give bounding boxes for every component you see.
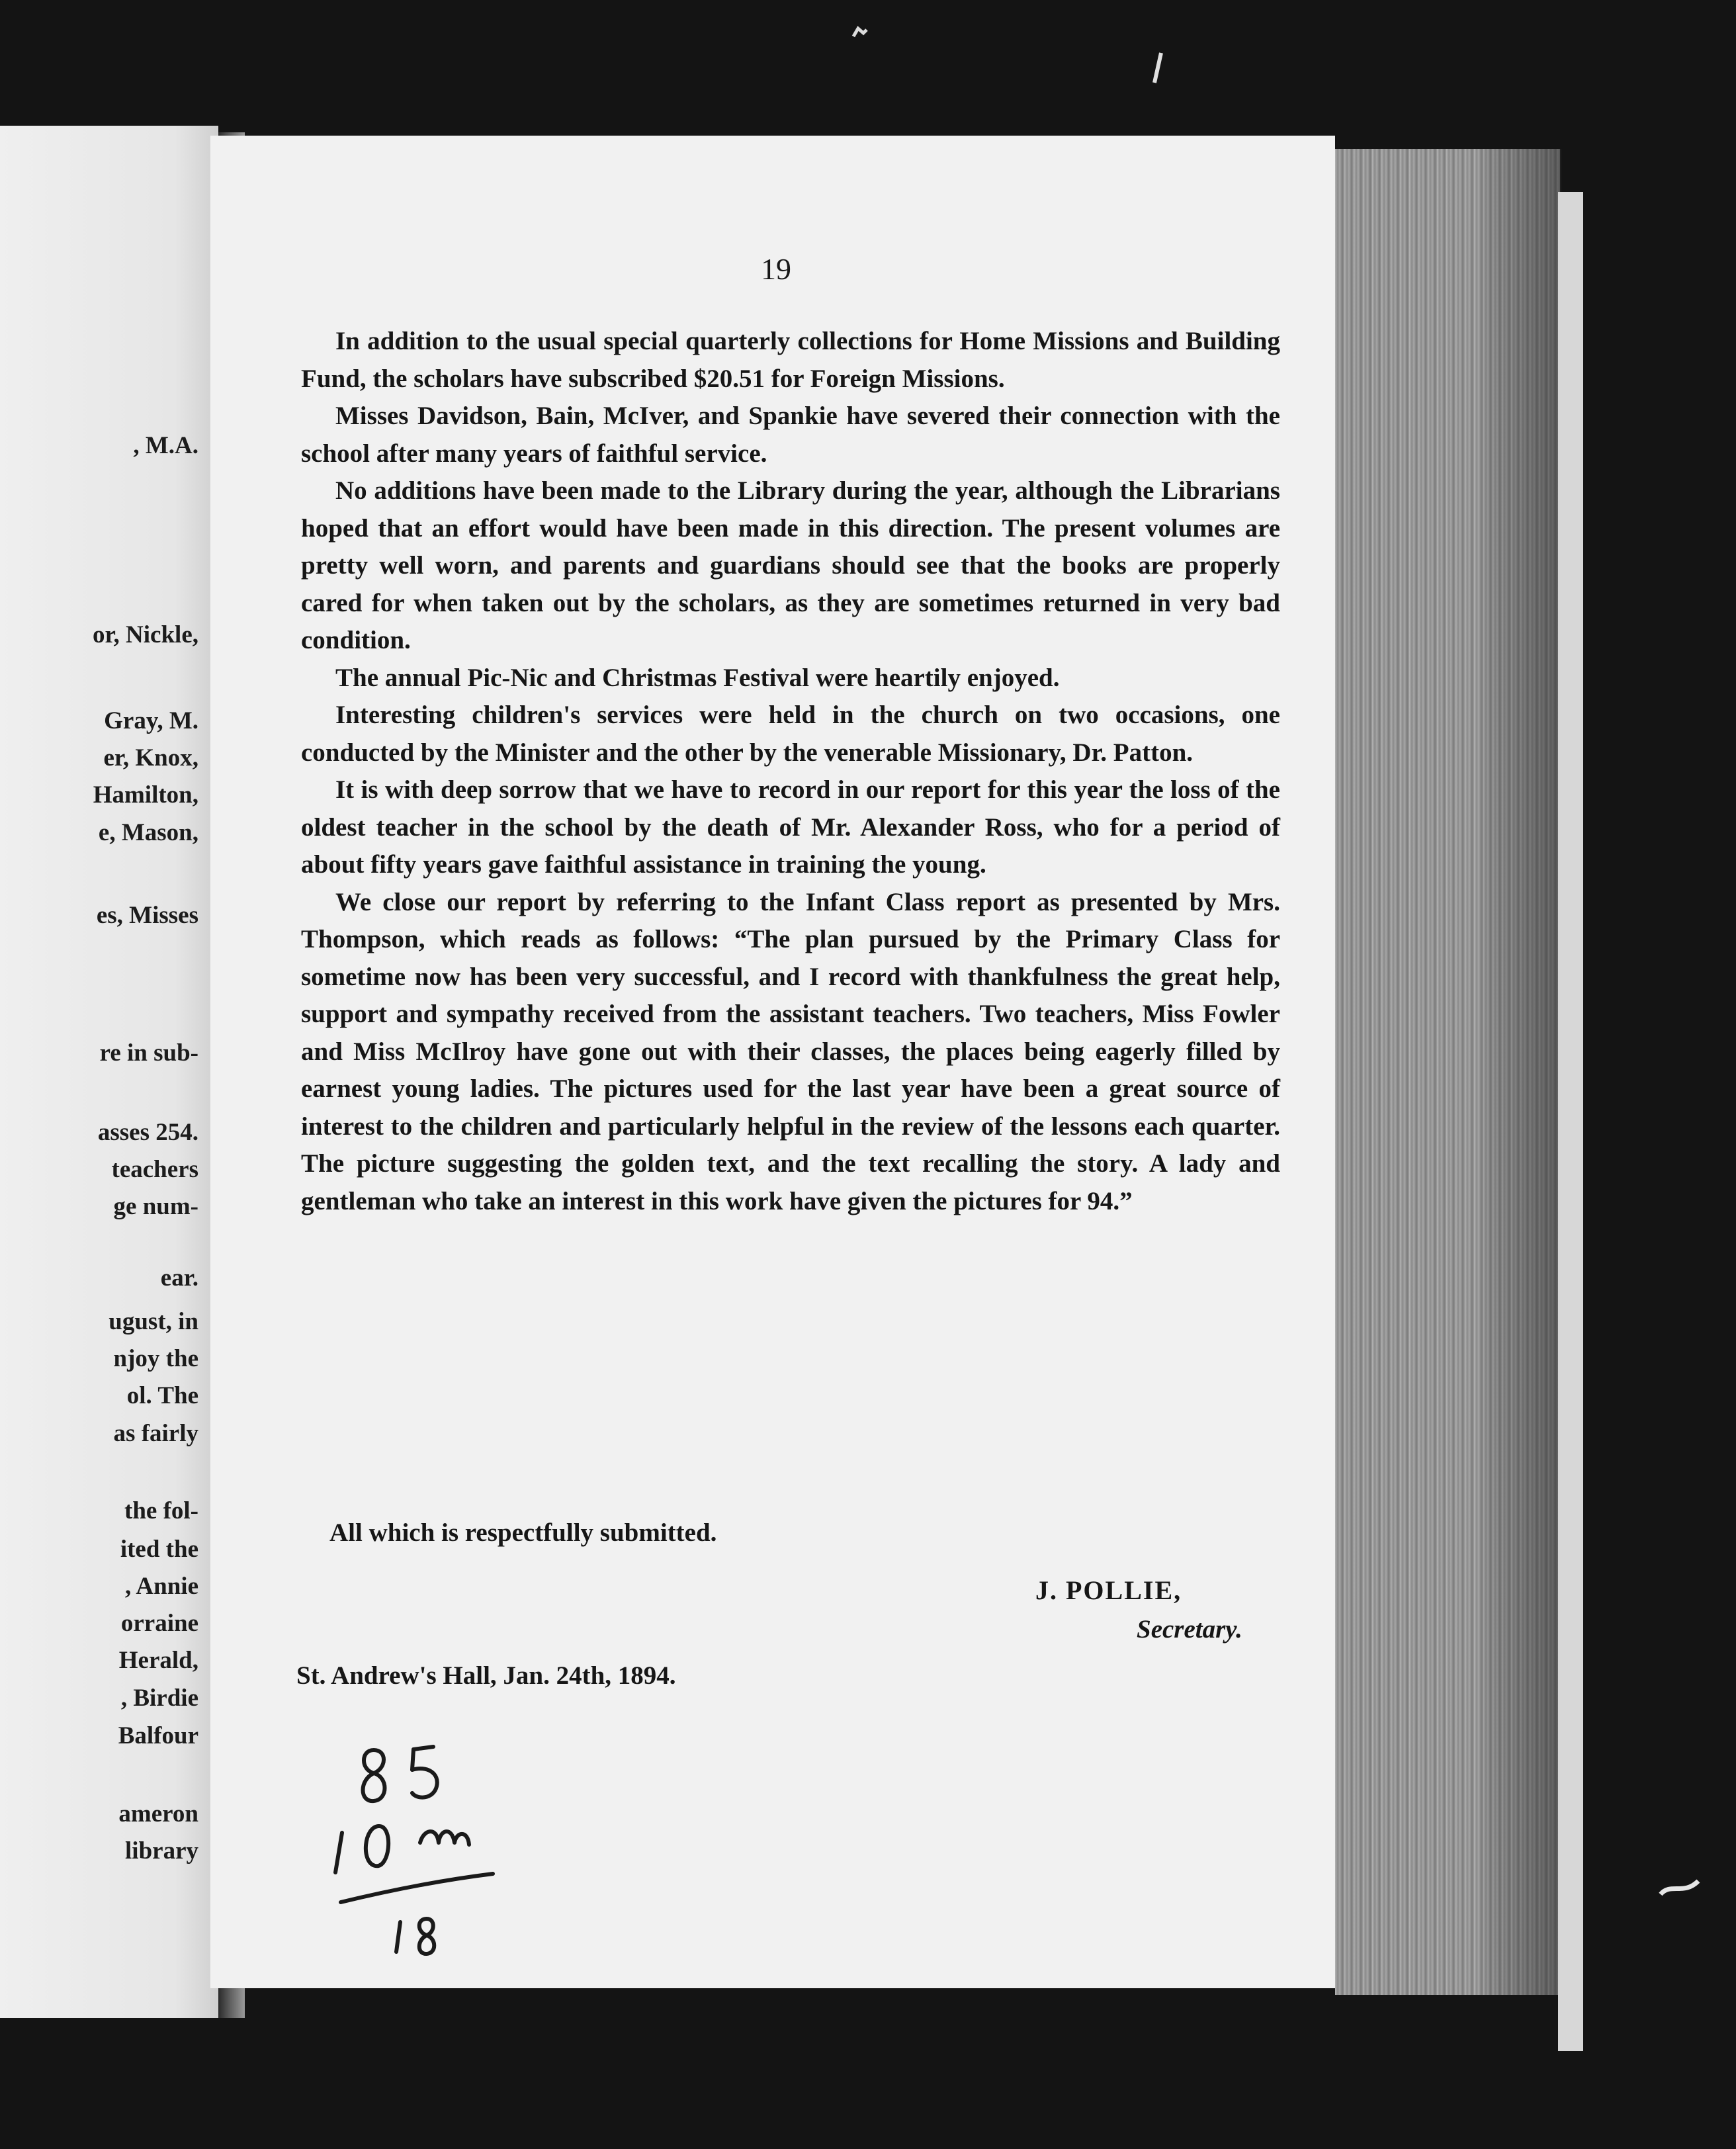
left-page-fragment: , Annie <box>124 1573 198 1600</box>
left-page-fragment: the fol- <box>124 1497 198 1524</box>
signer-name: J. POLLIE, <box>1035 1575 1182 1605</box>
left-page-fragment: ited the <box>120 1536 198 1563</box>
handwritten-note <box>327 1733 526 1958</box>
left-page-fragment: or, Nickle, <box>93 621 198 648</box>
left-page-fragment: Balfour <box>118 1722 198 1749</box>
left-page-fragment: orraine <box>120 1610 198 1637</box>
left-page-fragment: Hamilton, <box>93 781 198 809</box>
left-page-fragment: as fairly <box>113 1420 198 1447</box>
book-cover-edge <box>1558 192 1583 2051</box>
left-page-fragment: teachers <box>111 1156 198 1183</box>
left-page-fragment: Herald, <box>118 1647 198 1674</box>
left-page-fragment: e, Mason, <box>98 819 198 846</box>
left-page-fragment: , M.A. <box>133 432 198 459</box>
left-page-fragment: library <box>125 1837 198 1864</box>
paragraph: We close our report by referring to the Infant Class report as presented by Mrs. Thompson, which reads as follows: “The plan pursued by the Primary Class for sometime now has been very successful, and I record with thankfulness the great help, support and sympathy received from the assistant teachers. Two teachers, Miss Fowler and Miss McIlroy have gone out with their classes, the places being eagerly filled by earnest young ladies. The pictures used for the last year have been a great source of interest to the children and particularly helpful in the review of the lessons each quarter. The picture suggesting the golden text, and the text recalling the story. A lady and gentleman who take an interest in this work have given the pictures for 94.” <box>301 887 1280 1215</box>
left-page-fragment: ol. The <box>126 1382 198 1409</box>
left-page-fragment: ge num- <box>113 1193 198 1220</box>
paragraph: In addition to the usual special quarterly collections for Home Missions and Building Fund, the scholars have subscribed $20.51 for Foreign Missions. <box>301 327 1280 393</box>
paragraph: Interesting children's services were held in the church on two occasions, one conducted by the Minister and the other by the venerable Missionary, Dr. Patton. <box>301 701 1280 767</box>
left-page-fragment: njoy the <box>113 1345 198 1372</box>
dust-speck <box>1148 50 1168 89</box>
dust-speck <box>850 23 870 43</box>
left-page-fragment: ugust, in <box>108 1308 198 1335</box>
left-page-fragment: , Birdie <box>120 1685 198 1712</box>
left-page-fragment: ear. <box>160 1264 198 1292</box>
closing-line: All which is respectfully submitted. <box>329 1518 717 1547</box>
paragraph: The annual Pic-Nic and Christmas Festival were heartily enjoyed. <box>335 663 1060 692</box>
paragraph: No additions have been made to the Library during the year, although the Librarians hoped that an effort would have been made in this direction. The present volumes are pretty well worn, and parents and guardians should see that the books are properly cared for when taken out by the scholars, as they are sometimes returned in very bad condition. <box>301 476 1280 654</box>
page-edges-shadow <box>1482 149 1561 1995</box>
dust-speck <box>1657 1876 1704 1902</box>
left-page-fragment: ameron <box>118 1800 198 1827</box>
paragraph: It is with deep sorrow that we have to record in our report for this year the loss of the oldest teacher in the school by the death of Mr. Alexander Ross, who for a period of about fifty years gave faithful assistance in training the young. <box>301 775 1280 879</box>
report-body <box>301 323 1280 1220</box>
place-and-date: St. Andrew's Hall, Jan. 24th, 1894. <box>296 1661 676 1690</box>
page-number: 19 <box>761 252 791 286</box>
left-page-fragment: Gray, M. <box>104 707 198 734</box>
left-page-fragment: re in sub- <box>99 1039 198 1067</box>
left-page-fragment: er, Knox, <box>103 744 198 771</box>
paragraph: Misses Davidson, Bain, McIver, and Spankie have severed their connection with the school after many years of faithful service. <box>301 402 1280 468</box>
left-page-fragment: es, Misses <box>96 902 198 929</box>
previous-page <box>0 126 218 2018</box>
left-page-fragment: asses 254. <box>97 1119 198 1146</box>
signer-title: Secretary. <box>1137 1615 1242 1644</box>
